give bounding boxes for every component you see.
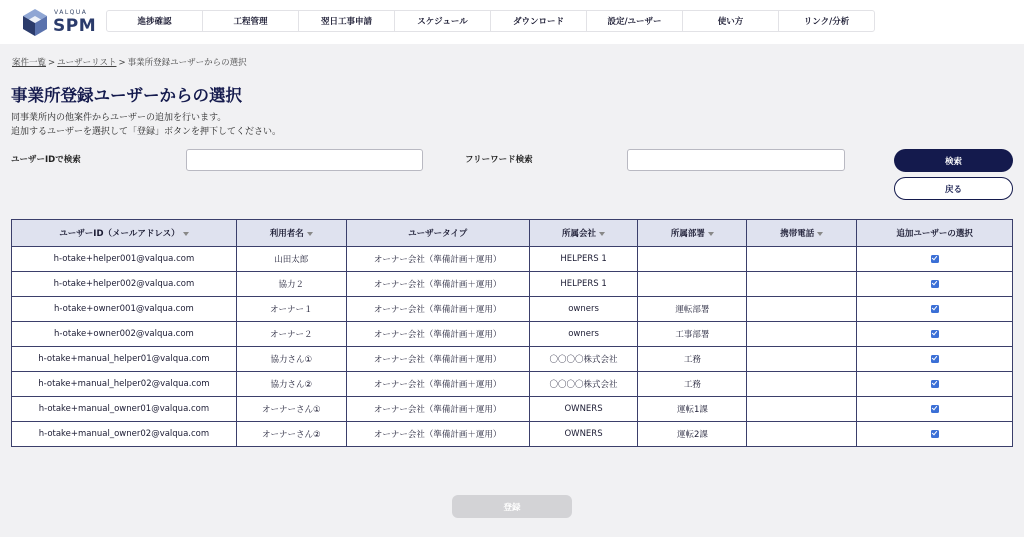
brand-small-text: VALQUA	[54, 9, 88, 16]
cell-company: owners	[529, 322, 638, 347]
table-row[interactable]	[12, 322, 1013, 347]
column-header-company[interactable]	[529, 220, 638, 247]
cell-company: OWNERS	[529, 422, 638, 447]
cell-select	[857, 247, 1013, 272]
cell-company: OWNERS	[529, 397, 638, 422]
cell-email: h-otake+manual_helper02@valqua.com	[12, 372, 237, 397]
breadcrumb-separator: >	[118, 58, 126, 68]
cell-department	[638, 247, 747, 272]
cell-select	[857, 272, 1013, 297]
cell-name: オーナー２	[236, 322, 346, 347]
nav-schedule[interactable]: スケジュール	[395, 11, 491, 31]
cell-phone	[747, 422, 857, 447]
page-title: 事業所登録ユーザーからの選択	[11, 86, 242, 105]
cell-department: 工事部署	[638, 322, 747, 347]
select-checkbox[interactable]	[931, 330, 939, 338]
breadcrumb-project-list[interactable]: 案件一覧	[12, 58, 47, 68]
brand-big-text: SPM	[53, 16, 97, 36]
cell-select	[857, 347, 1013, 372]
column-header-department[interactable]	[638, 220, 747, 247]
cell-type: オーナー会社（準備計画＋運用）	[346, 372, 529, 397]
table-row[interactable]	[12, 397, 1013, 422]
nav-process[interactable]: 工程管理	[203, 11, 299, 31]
breadcrumb-separator: >	[48, 58, 56, 68]
column-header-select	[857, 220, 1013, 247]
cell-department: 運転2課	[638, 422, 747, 447]
select-checkbox[interactable]	[931, 405, 939, 413]
sort-caret-icon[interactable]	[817, 232, 823, 236]
column-header-user-name[interactable]	[236, 220, 346, 247]
table-row[interactable]	[12, 247, 1013, 272]
cell-phone	[747, 322, 857, 347]
cell-type: オーナー会社（準備計画＋運用）	[346, 322, 529, 347]
nav-next-day-work[interactable]: 翌日工事申請	[299, 11, 395, 31]
cell-type: オーナー会社（準備計画＋運用）	[346, 397, 529, 422]
cell-select	[857, 422, 1013, 447]
description-line-1: 同事業所内の他案件からユーザーの追加を行います。	[11, 113, 227, 123]
column-header-label: ユーザータイプ	[408, 229, 468, 239]
cell-email: h-otake+helper002@valqua.com	[12, 272, 237, 297]
cell-type: オーナー会社（準備計画＋運用）	[346, 297, 529, 322]
cell-select	[857, 397, 1013, 422]
sort-caret-icon[interactable]	[183, 232, 189, 236]
cell-phone	[747, 397, 857, 422]
table-row[interactable]	[12, 347, 1013, 372]
cell-type: オーナー会社（準備計画＋運用）	[346, 422, 529, 447]
cell-type: オーナー会社（準備計画＋運用）	[346, 347, 529, 372]
logo-cube-icon	[20, 7, 50, 37]
cell-phone	[747, 297, 857, 322]
select-checkbox[interactable]	[931, 255, 939, 263]
cell-company: 〇〇〇〇株式会社	[529, 372, 638, 397]
cell-name: オーナーさん①	[236, 397, 346, 422]
description-line-2: 追加するユーザーを選択して「登録」ボタンを押下してください。	[11, 127, 282, 137]
breadcrumb-current: 事業所登録ユーザーからの選択	[127, 58, 247, 68]
cell-type: オーナー会社（準備計画＋運用）	[346, 247, 529, 272]
freeword-search-input[interactable]	[627, 149, 845, 171]
cell-phone	[747, 247, 857, 272]
breadcrumb-user-list[interactable]: ユーザーリスト	[57, 58, 117, 68]
cell-name: オーナーさん②	[236, 422, 346, 447]
user-table	[11, 219, 1013, 447]
column-header-user-id[interactable]	[12, 220, 237, 247]
cell-phone	[747, 272, 857, 297]
table-row[interactable]	[12, 272, 1013, 297]
nav-download[interactable]: ダウンロード	[491, 11, 587, 31]
main-nav	[106, 10, 875, 32]
register-button[interactable]: 登録	[452, 495, 572, 518]
cell-name: 山田太郎	[236, 247, 346, 272]
column-header-label: 所属会社	[562, 229, 597, 239]
userid-search-label: ユーザーIDで検索	[11, 155, 81, 165]
select-checkbox[interactable]	[931, 380, 939, 388]
cell-type: オーナー会社（準備計画＋運用）	[346, 272, 529, 297]
back-button[interactable]: 戻る	[894, 177, 1013, 200]
sort-caret-icon[interactable]	[708, 232, 714, 236]
cell-department: 運転1課	[638, 397, 747, 422]
cell-department	[638, 272, 747, 297]
cell-name: 協力さん②	[236, 372, 346, 397]
cell-company: HELPERS 1	[529, 272, 638, 297]
cell-department: 運転部署	[638, 297, 747, 322]
cell-name: オーナー１	[236, 297, 346, 322]
breadcrumb	[12, 56, 247, 68]
cell-phone	[747, 347, 857, 372]
cell-department: 工務	[638, 347, 747, 372]
table-row[interactable]	[12, 372, 1013, 397]
cell-name: 協力さん①	[236, 347, 346, 372]
cell-phone	[747, 372, 857, 397]
nav-links-analysis[interactable]: リンク/分析	[803, 17, 850, 27]
column-header-user-type	[346, 220, 529, 247]
cell-department: 工務	[638, 372, 747, 397]
column-header-label: 利用者名	[269, 229, 304, 239]
freeword-search-label: フリーワード検索	[465, 155, 533, 165]
table-header-row	[12, 220, 1013, 247]
nav-usage[interactable]: 使い方	[683, 11, 779, 31]
column-header-label: 所属部署	[670, 229, 705, 239]
select-checkbox[interactable]	[931, 305, 939, 313]
table-row[interactable]	[12, 422, 1013, 447]
userid-search-input[interactable]	[186, 149, 423, 171]
cell-company: owners	[529, 297, 638, 322]
table-row[interactable]	[12, 297, 1013, 322]
valqua-spm-logo[interactable]	[20, 7, 100, 37]
cell-name: 協力２	[236, 272, 346, 297]
cell-select	[857, 322, 1013, 347]
cell-company: HELPERS 1	[529, 247, 638, 272]
sort-caret-icon[interactable]	[599, 232, 605, 236]
select-checkbox[interactable]	[931, 430, 939, 438]
cell-email: h-otake+manual_owner01@valqua.com	[12, 397, 237, 422]
column-header-mobile[interactable]	[747, 220, 857, 247]
nav-progress[interactable]: 進捗確認	[107, 11, 203, 31]
app-header	[0, 0, 1024, 44]
search-button[interactable]: 検索	[894, 149, 1013, 172]
cell-email: h-otake+helper001@valqua.com	[12, 247, 237, 272]
cell-company: 〇〇〇〇株式会社	[529, 347, 638, 372]
select-checkbox[interactable]	[931, 280, 939, 288]
cell-email: h-otake+owner001@valqua.com	[12, 297, 237, 322]
column-header-label: 追加ユーザーの選択	[896, 229, 973, 239]
column-header-label: ユーザーID（メールアドレス）	[59, 229, 180, 239]
select-checkbox[interactable]	[931, 355, 939, 363]
cell-select	[857, 297, 1013, 322]
cell-email: h-otake+manual_helper01@valqua.com	[12, 347, 237, 372]
cell-email: h-otake+owner002@valqua.com	[12, 322, 237, 347]
cell-select	[857, 372, 1013, 397]
sort-caret-icon[interactable]	[307, 232, 313, 236]
nav-settings-users[interactable]: 設定/ユーザー	[587, 11, 683, 31]
column-header-label: 携帯電話	[780, 229, 815, 239]
cell-email: h-otake+manual_owner02@valqua.com	[12, 422, 237, 447]
